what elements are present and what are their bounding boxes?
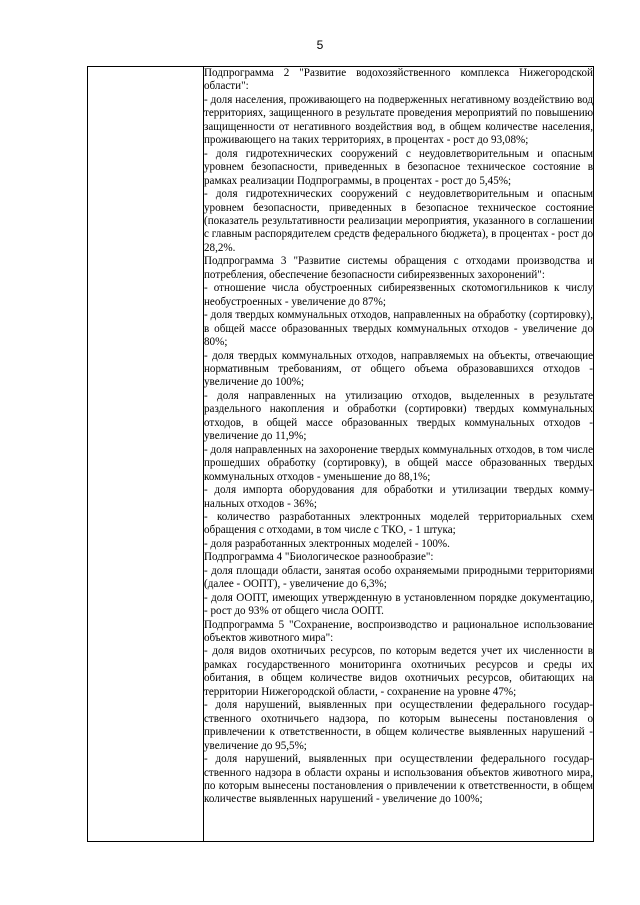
subprogram-text <box>204 67 593 807</box>
table-row <box>88 67 594 842</box>
content-cell <box>204 67 594 842</box>
subprogram-3-heading: Подпрограмма 3 "Развитие системы обращения с отходами производства и потребления, обеспечение безопасности сибиреязвенных захоронений": <box>204 255 593 281</box>
subprogram-2-heading: Подпрограмма 2 "Развитие водохозяйственного комплекса Нижегородской области": <box>204 67 593 93</box>
list-item: - доля гидротехнических сооружений с неудовлетворительным и опасным уровнем безопасности, приведенных в безопасное техническое состояние в рамках реализации Подпрограммы, в процентах - рост до 5,45%; <box>204 147 593 187</box>
list-item: - доля разработанных электронных моделей - 100%. <box>204 537 450 550</box>
list-item: - доля твердых коммунальных отходов, направленных на обработку (сортировку), в общей массе образованных твердых коммунальных отходов - увеличение до 80%; <box>204 309 593 349</box>
list-item: - доля твердых коммунальных отходов, направляемых на объекты, отвечающие нормативным требованиям, от общего объема образовавшихся отходов - увеличение до 100%; <box>204 349 593 389</box>
list-item: - отношение числа обустроенных сибиреязвенных скотомогильников к числу необустроенных - увеличение до 87%; <box>204 282 593 308</box>
list-item: - доля ООПТ, имеющих утвержденную в установленном порядке документацию, - рост до 93% от общего числа ООПТ. <box>204 591 593 618</box>
list-item: - доля направленных на захоронение твердых коммунальных отходов, в том числе прошедших обработку (сортировку), в общей массе образованных твердых коммунальных отходов - уменьшение до 88,1%; <box>204 443 593 483</box>
list-item: - доля направленных на утилизацию отходов, выделенных в результате раздельного накопления и обработки (сортировки) твердых коммунальных отходов, в общей массе образованных твердых коммунальных отходов - увеличение до 11,9%; <box>204 389 593 443</box>
page-number: 5 <box>316 38 324 52</box>
list-item: - доля нарушений, выявленных при осуществлении федерального государственного охотничьего надзора, по которым вынесены постановления о привлечении к ответственности, в общем количестве выявленных нарушений - увеличение до 95,5%; <box>204 699 593 752</box>
subprogram-4-heading: Подпрограмма 4 "Биологическое разнообразие": <box>204 551 434 564</box>
list-item: - количество разработанных электронных моделей территориальных схем обращения с отходами, в том числе с ТКО, - 1 штука; <box>204 510 593 537</box>
list-item: - доля населения, проживающего на подверженных негативному воздействию вод территориях, защищенного в результате проведения мероприятий по повышению защищенности от негативного воздействия вод, в общем количестве населения, проживающего на таких территориях, в процентах - рост до 93,08%; <box>204 93 593 147</box>
list-item: - доля импорта оборудования для обработки и утилизации твердых коммунальных отходов - 36%; <box>204 484 593 510</box>
subprogram-5-heading: Подпрограмма 5 "Сохранение, воспроизводство и рациональное использование объектов животного мира": <box>204 618 593 645</box>
empty-label-cell <box>88 67 204 842</box>
list-item: - доля видов охотничьих ресурсов, по которым ведется учет их численности в рамках государственного мониторинга охотничьих ресурсов и среды их обитания, в общем количестве видов охотничьих ресурсов, обитающих на территории Нижегородской области, - сохранение на уровне 47%; <box>204 645 593 698</box>
document-table <box>87 66 594 842</box>
list-item: - доля гидротехнических сооружений с неудовлетворительным и опасным уровнем безопасности, приведенных в безопасное техническое состояние (показатель результативности реализации мероприятия, указанного в соглашении с главным распорядителем средств федерального бюджета), в процентах - рост до 28,2%. <box>204 188 593 254</box>
list-item: - доля нарушений, выявленных при осуществлении федерального государственного надзора в области охраны и использования объектов животного мира, по которым вынесены постановления о привлечении к ответственности, в общем количестве выявленных нарушений - увеличение до 100%; <box>204 753 593 806</box>
list-item: - доля площади области, занятая особо охраняемыми природными территориями (далее - ООПТ), - увеличение до 6,3%; <box>204 564 593 591</box>
